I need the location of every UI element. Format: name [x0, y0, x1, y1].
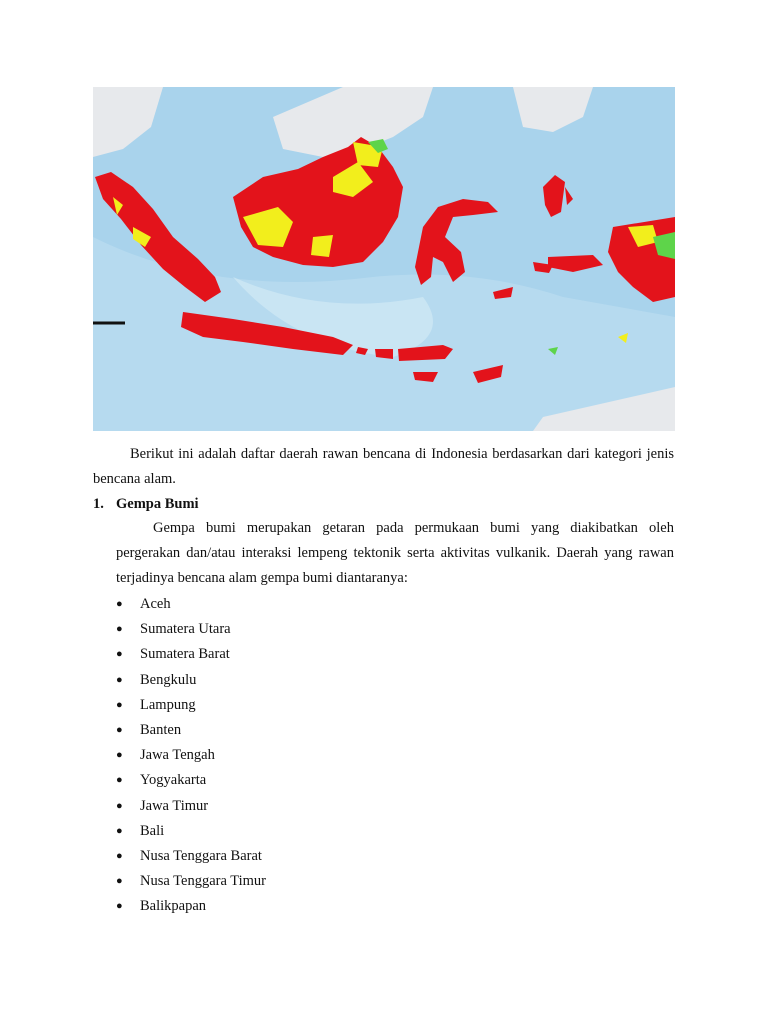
list-item: ● Bengkulu	[116, 668, 266, 693]
list-item: ● Nusa Tenggara Timur	[116, 869, 266, 894]
list-item: ● Bali	[116, 819, 266, 844]
bullet-dot-icon: ●	[116, 648, 123, 661]
bullet-dot-icon: ●	[116, 698, 123, 711]
bullet-dot-icon: ●	[116, 875, 123, 888]
list-item: ● Nusa Tenggara Barat	[116, 844, 266, 869]
bullet-dot-icon: ●	[116, 900, 123, 913]
bullet-dot-icon: ●	[116, 774, 123, 787]
bullet-dot-icon: ●	[116, 723, 123, 736]
list-item: ● Sumatera Barat	[116, 642, 266, 667]
bullet-dot-icon: ●	[116, 799, 123, 812]
list-item: ● Lampung	[116, 693, 266, 718]
list-item: ● Banten	[116, 718, 266, 743]
list-item: ● Aceh	[116, 592, 266, 617]
list-item: ● Sumatera Utara	[116, 617, 266, 642]
region-list	[116, 592, 266, 919]
bullet-dot-icon: ●	[116, 824, 123, 837]
hazard-index-map	[93, 87, 675, 431]
section-heading	[93, 492, 199, 517]
section-number: 1.	[93, 496, 104, 512]
bullet-dot-icon: ●	[116, 849, 123, 862]
bullet-dot-icon: ●	[116, 673, 123, 686]
list-item: ● Jawa Tengah	[116, 743, 266, 768]
intro-paragraph: Berikut ini adalah daftar daerah rawan bencana di Indonesia berdasarkan dari kategori jenis bencana alam.	[93, 446, 674, 487]
list-item: ● Jawa Timur	[116, 794, 266, 819]
bullet-dot-icon: ●	[116, 749, 123, 762]
section-title: Gempa Bumi	[116, 496, 199, 512]
list-item: ● Yogyakarta	[116, 768, 266, 793]
list-item: ● Balikpapan	[116, 894, 266, 919]
bullet-dot-icon: ●	[116, 598, 123, 610]
indonesia-map-svg	[93, 87, 675, 431]
section-paragraph: Gempa bumi merupakan getaran pada permukaan bumi yang diakibatkan oleh pergerakan dan/atau interaksi lempeng tektonik serta aktivitas vulkanik. Daerah yang rawan terjadinya bencana alam gempa bumi diantaranya:	[116, 520, 674, 586]
bullet-dot-icon: ●	[116, 623, 123, 636]
